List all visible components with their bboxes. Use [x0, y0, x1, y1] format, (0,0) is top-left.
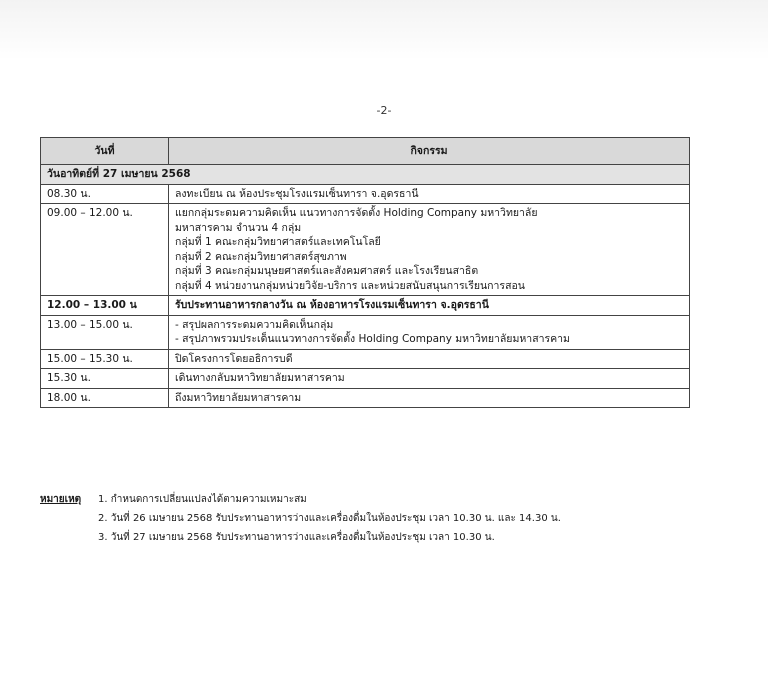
note-row	[40, 528, 740, 547]
row-activity	[169, 369, 690, 389]
header-activity: กิจกรรม	[169, 138, 690, 165]
header-date: วันที่	[41, 138, 169, 165]
table-row	[41, 315, 690, 349]
row-time: 15.00 – 15.30 น.	[41, 349, 169, 369]
row-time: 12.00 – 13.00 น	[41, 296, 169, 316]
row-activity	[169, 296, 690, 316]
table-row	[41, 204, 690, 296]
row-time: 09.00 – 12.00 น.	[41, 204, 169, 296]
note-item: 3. วันที่ 27 เมษายน 2568 รับประทานอาหารว่างและเครื่องดื่มในห้องประชุม เวลา 10.30 น.	[98, 532, 495, 543]
activity-line: ลงทะเบียน ณ ห้องประชุมโรงแรมเซ็นทารา จ.อุดรธานี	[175, 187, 419, 200]
table-row	[41, 296, 690, 316]
row-time: 08.30 น.	[41, 184, 169, 204]
notes-section	[40, 490, 740, 547]
table-row	[41, 388, 690, 408]
activity-line: รับประทานอาหารกลางวัน ณ ห้องอาหารโรงแรมเซ็นทารา จ.อุดรธานี	[175, 299, 489, 311]
row-activity	[169, 204, 690, 296]
row-activity	[169, 184, 690, 204]
activity-line: - สรุปผลการระดมความคิดเห็นกลุ่ม	[175, 318, 334, 331]
activity-line: มหาสารคาม จำนวน 4 กลุ่ม	[175, 221, 302, 234]
day-heading: วันอาทิตย์ที่ 27 เมษายน 2568	[41, 165, 690, 185]
activity-line: ถึงมหาวิทยาลัยมหาสารคาม	[175, 391, 302, 404]
row-time: 18.00 น.	[41, 388, 169, 408]
row-activity	[169, 315, 690, 349]
note-row	[40, 509, 740, 528]
note-item: 2. วันที่ 26 เมษายน 2568 รับประทานอาหารว่างและเครื่องดื่มในห้องประชุม เวลา 10.30 น. และ 14.30 น.	[98, 513, 561, 524]
note-row	[40, 490, 740, 509]
activity-line: กลุ่มที่ 4 หน่วยงานกลุ่มหน่วยวิจัย-บริการ และหน่วยสนับสนุนการเรียนการสอน	[175, 279, 525, 292]
schedule-table	[40, 137, 690, 408]
table-row	[41, 349, 690, 369]
activity-line: เดินทางกลับมหาวิทยาลัยมหาสารคาม	[175, 372, 345, 384]
activity-line: กลุ่มที่ 3 คณะกลุ่มมนุษยศาสตร์และสังคมศาสตร์ และโรงเรียนสาธิต	[175, 265, 479, 277]
row-activity	[169, 349, 690, 369]
page-number: -2-	[376, 104, 392, 117]
day-heading-row	[41, 165, 690, 185]
note-item: 1. กำหนดการเปลี่ยนแปลงได้ตามความเหมาะสม	[98, 494, 307, 505]
activity-line: แยกกลุ่มระดมความคิดเห็น แนวทางการจัดตั้ง Holding Company มหาวิทยาลัย	[175, 207, 538, 219]
activity-line: - สรุปภาพรวมประเด็นแนวทางการจัดตั้ง Holding Company มหาวิทยาลัยมหาสารคาม	[175, 333, 570, 345]
activity-line: กลุ่มที่ 2 คณะกลุ่มวิทยาศาสตร์สุขภาพ	[175, 250, 347, 263]
table-row	[41, 184, 690, 204]
activity-line: ปิดโครงการโดยอธิการบดี	[175, 352, 293, 365]
page-shadow	[0, 0, 768, 60]
row-activity	[169, 388, 690, 408]
table-row	[41, 369, 690, 389]
row-time: 13.00 – 15.00 น.	[41, 315, 169, 349]
table-header-row	[41, 138, 690, 165]
activity-line: กลุ่มที่ 1 คณะกลุ่มวิทยาศาสตร์และเทคโนโลยี	[175, 236, 381, 248]
row-time: 15.30 น.	[41, 369, 169, 389]
notes-label: หมายเหตุ	[40, 494, 82, 505]
